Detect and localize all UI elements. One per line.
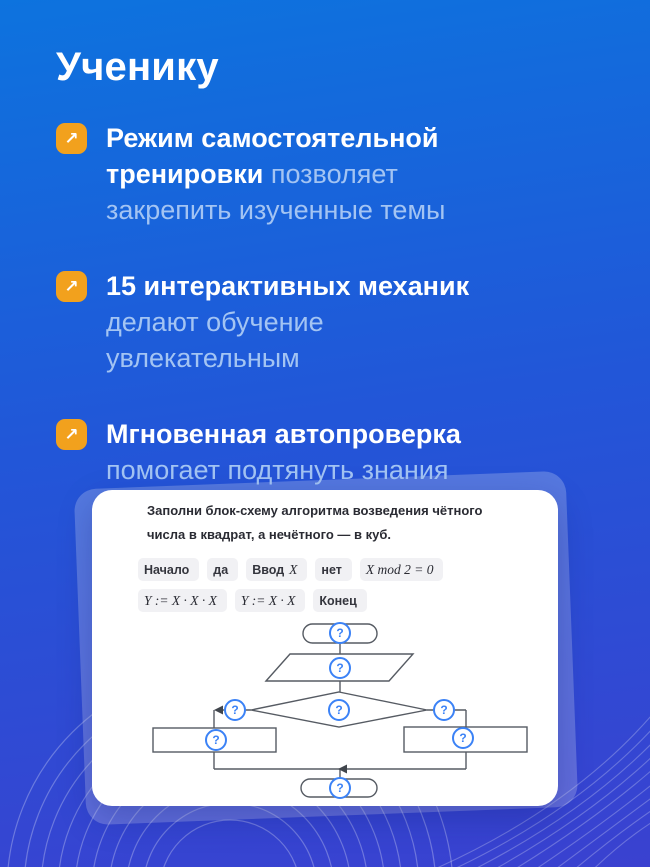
placeholder-slot-end[interactable]: ?: [329, 777, 351, 799]
chip-label: Начало: [144, 562, 190, 577]
bullet-text: [106, 268, 518, 376]
placeholder-slot-decision[interactable]: ?: [328, 699, 350, 721]
placeholder-slot-branch-left[interactable]: ?: [224, 699, 246, 721]
bullet-strong-text: Мгновенная автопроверка: [106, 419, 461, 449]
placeholder-slot-process-right[interactable]: ?: [452, 727, 474, 749]
placeholder-slot-input[interactable]: ?: [329, 657, 351, 679]
chip-math: X mod 2 = 0: [365, 561, 434, 577]
chip-math: Y := X · X · X: [144, 592, 217, 608]
flowchart: [92, 610, 558, 806]
arrowhead-left: [214, 706, 223, 715]
chip-math: X: [289, 561, 298, 577]
flowchart-shapes: [92, 490, 558, 806]
bullet-light-text: позволяет закрепить изученные темы: [106, 159, 446, 225]
chip-label: нет: [321, 562, 342, 577]
bullet-text: [106, 120, 518, 228]
placeholder-slot-process-left[interactable]: ?: [205, 729, 227, 751]
chip-label: да: [213, 562, 229, 577]
bullet-text: [106, 416, 518, 488]
placeholder-slot-start[interactable]: ?: [329, 622, 351, 644]
bullet-light-text: делают обучение увлекательным: [106, 307, 324, 373]
chip-math: Y := X · X: [240, 592, 296, 608]
task-card: [92, 490, 558, 806]
chip-label: Конец: [319, 593, 357, 608]
bullet-item-autocheck: [56, 416, 526, 488]
page-title: Ученику: [56, 45, 219, 89]
arrow-up-right-icon: ↗: [56, 123, 87, 154]
arrow-up-right-icon: ↗: [56, 271, 87, 302]
bullet-light-text: помогает подтянуть знания: [106, 455, 449, 485]
bullet-strong-text: Режим самостоятельной тренировки: [106, 123, 439, 189]
task-text: Заполни блок-схему алгоритма возведения чётного числа в квадрат, а нечётного — в куб.: [147, 503, 483, 542]
bullet-item-mechanics: [56, 268, 526, 376]
bullet-item-training-mode: [56, 120, 526, 228]
arrow-up-right-icon: ↗: [56, 419, 87, 450]
chip-label: Ввод: [252, 562, 285, 577]
placeholder-slot-branch-right[interactable]: ?: [433, 699, 455, 721]
bullet-strong-text: 15 интерактивных механик: [106, 271, 470, 301]
